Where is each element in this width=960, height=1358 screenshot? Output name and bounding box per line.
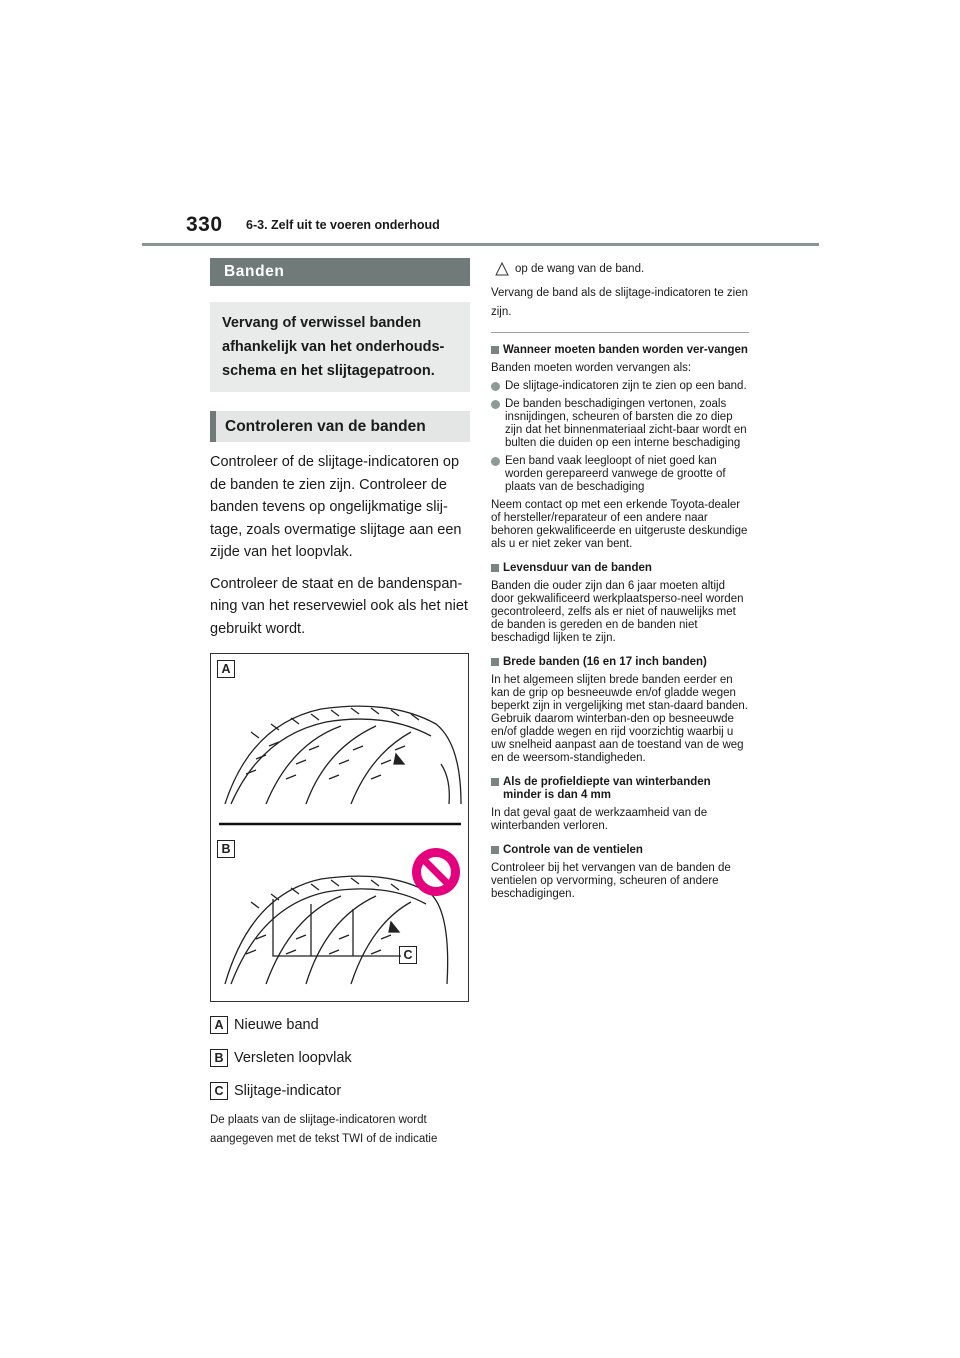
bullet-item: De slijtage-indicatoren zijn te zien op een band. [491,380,751,393]
triangle-icon [495,262,509,276]
square-bullet-icon [491,846,499,854]
paragraph-2: Controleer de staat en de bandenspan-ning van het reservewiel ook als het niet gebruikt wordt. [210,575,468,637]
tire-illustration [211,654,468,1001]
tire-figure [210,653,469,1002]
legend-key-b: B [210,1049,228,1067]
bullet-item: De banden beschadigingen vertonen, zoals insnijdingen, scheuren of barsten die zo diep zijn dat het binnenmateriaal zicht-baar wordt en bulten die duiden op een interne beschadiging [491,398,751,450]
section-title: Banden [210,258,470,286]
page-number: 330 [186,213,223,236]
section-heading-winter: Als de profieldiepte van winterbanden minder is dan 4 mm [491,776,751,802]
square-bullet-icon [491,778,499,786]
figure-label-c: C [399,946,417,964]
section-heading-lifespan: Levensduur van de banden [491,562,751,575]
replace-note: Vervang de band als de slijtage-indicatoren te zien zijn. [491,287,749,318]
right-rule [491,332,749,333]
section-heading-valves: Controle van de ventielen [491,844,751,857]
right-column [491,262,751,901]
bullet-dot-icon [491,457,500,466]
section-heading-wide: Brede banden (16 en 17 inch banden) [491,656,751,669]
square-bullet-icon [491,658,499,666]
square-bullet-icon [491,346,499,354]
section-heading-replace: Wanneer moeten banden worden ver-vangen [491,344,751,357]
valves-text: Controleer bij het vervangen van de banden de ventielen op vervorming, scheuren of andere beschadigingen. [491,862,731,900]
legend-key-a: A [210,1016,228,1034]
intro-box: Vervang of verwissel banden afhankelijk van het onderhouds-schema en het slijtagepatroon. [210,302,470,392]
triangle-line [491,262,751,276]
new-tire-drawing [225,706,461,804]
winter-text: In dat geval gaat de werkzaamheid van de winterbanden verloren. [491,807,708,832]
wide-text: In het algemeen slijten brede banden eerder en kan de grip op besneeuwde en/of gladde wegen beperkt zijn in vergelijking met stan-daard banden. Gebruik daarom winterban-den op besneeuwde en/of gladde wegen en rijd voorzichtig waarbij u uw snelheid aanpast aan de toestand van de weg en de weersom-standigheden. [491,674,748,764]
triangle-text: op de wang van de band. [515,263,645,275]
legend-item-a [210,1012,470,1037]
header-rule [142,243,819,246]
legend-text-b: Versleten loopvlak [234,1049,352,1066]
legend-item-c [210,1078,470,1103]
lifespan-text: Banden die ouder zijn dan 6 jaar moeten altijd door gekwalificeerd werkplaatsperso-neel worden gecontroleerd, zelfs als er niet of nauwelijks met de banden is gereden en de banden niet beschadigd lijken te zijn. [491,580,744,644]
bullet-item: Een band vaak leegloopt of niet goed kan worden gerepareerd vanwege de grootte of plaats van de beschadiging [491,455,751,494]
worn-tire-drawing [225,876,448,984]
square-bullet-icon [491,564,499,572]
subheader: Controleren van de banden [210,411,470,442]
replace-outro: Neem contact op met een erkende Toyota-dealer of hersteller/reparateur of een andere naar behoren gekwalificeerde en uitgeruste deskundige als u er niet zeker van bent. [491,499,748,550]
chapter-title: 6-3. Zelf uit te voeren onderhoud [246,218,440,232]
bullet-dot-icon [491,400,500,409]
left-column [210,258,470,1149]
prohibition-icon [412,848,460,896]
bullet-dot-icon [491,382,500,391]
legend-key-c: C [210,1082,228,1100]
legend-item-b [210,1045,470,1070]
legend-text-a: Nieuwe band [234,1016,319,1033]
replace-intro: Banden moeten worden vervangen als: [491,362,692,374]
figure-label-b: B [217,840,235,858]
paragraph-1: Controleer of de slijtage-indicatoren op de banden te zien zijn. Controleer de banden tevens op ongelijkmatige slij-tage, zoals overmatige slijtage aan een zijde van het loopvlak. [210,454,462,560]
twi-note: De plaats van de slijtage-indicatoren wordt aangegeven met de tekst TWI of de indicatie [210,1114,438,1145]
legend-text-c: Slijtage-indicator [234,1082,342,1099]
figure-label-a: A [217,660,235,678]
